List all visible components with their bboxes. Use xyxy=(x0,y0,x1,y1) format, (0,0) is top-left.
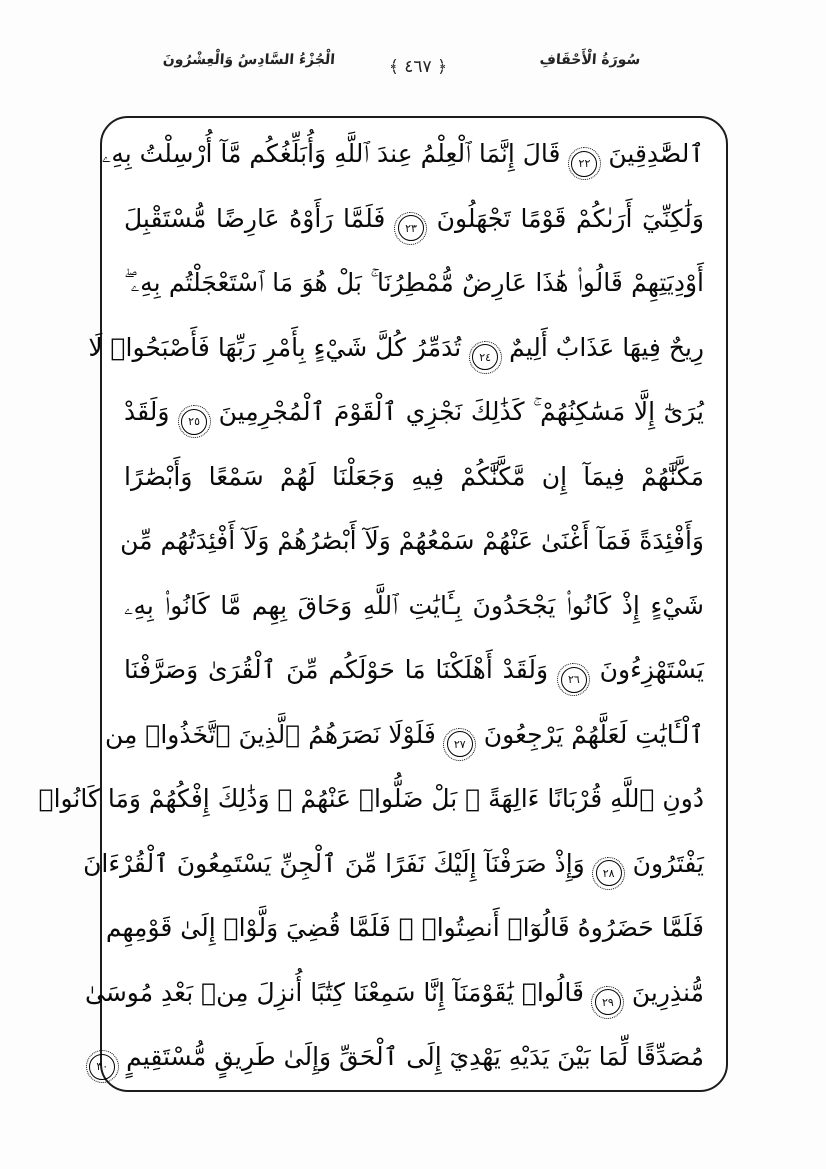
quran-line: يَفْتَرُونَ ٢٨ وَإِذْ صَرَفْنَآ إِلَيْكَ نَفَرًا مِّنَ ٱلْجِنِّ يَسْتَمِعُونَ ٱلْقُرْءَانَ xyxy=(124,832,704,897)
surah-name-label: سُورَةُ الْأَحْقَافِ xyxy=(539,52,641,68)
ayah-end-marker: ٢٣ xyxy=(398,215,424,241)
quran-line: وَأَفْئِدَةً فَمَآ أَغْنَىٰ عَنْهُمْ سَمْعُهُمْ وَلَآ أَبْصَٰرُهُمْ وَلَآ أَفْئِدَتُهُم مِّن xyxy=(120,526,704,555)
quran-line: ٱلصَّٰدِقِينَ ٢٢ قَالَ إِنَّمَا ٱلْعِلْمُ عِندَ ٱللَّهِ وَأُبَلِّغُكُم مَّآ أُرْسِلْتُ بِهِۦ xyxy=(124,122,704,187)
quran-text xyxy=(38,122,704,1086)
quran-line: رِيحٌ فِيهَا عَذَابٌ أَلِيمٌ ٢٤ تُدَمِّرُ كُلَّ شَيْءٍ بِأَمْرِ رَبِّهَا فَأَصْبَحُوا۟ لَا xyxy=(124,316,704,381)
quran-line: مُصَدِّقًا لِّمَا بَيْنَ يَدَيْهِ يَهْدِيٓ إِلَى ٱلْحَقِّ وَإِلَىٰ طَرِيقٍ مُّسْتَقِيمٍ ٣٠ xyxy=(124,1025,704,1090)
ayah-end-marker: ٢٦ xyxy=(561,667,587,693)
ayah-end-marker: ٢٤ xyxy=(472,344,498,370)
ayah-end-marker: ٣٠ xyxy=(89,1054,115,1080)
ayah-end-marker: ٢٧ xyxy=(447,731,473,757)
quran-line: فَلَمَّا حَضَرُوهُ قَالُوٓا۟ أَنصِتُوا۟ ۖ فَلَمَّا قُضِيَ وَلَّوْا۟ إِلَىٰ قَوْمِهِم xyxy=(105,913,704,942)
quran-line: مَكَّنَّٰهُمْ فِيمَآ إِن مَّكَّنَّٰكُمْ فِيهِ وَجَعَلْنَا لَهُمْ سَمْعًا وَأَبْصَٰرًا xyxy=(124,461,704,491)
ayah-end-marker: ٢٥ xyxy=(181,409,207,435)
quran-line: دُونِ ٱللَّهِ قُرْبَانًا ءَالِهَةً ۖ بَلْ ضَلُّوا۟ عَنْهُمْ ۚ وَذَٰلِكَ إِفْكُهُمْ وَمَا كَانُوا۟ xyxy=(38,784,704,813)
quran-line: يُرَىٰٓ إِلَّا مَسَٰكِنُهُمْ ۚ كَذَٰلِكَ نَجْزِي ٱلْقَوْمَ ٱلْمُجْرِمِينَ ٢٥ وَلَقَدْ xyxy=(124,380,704,445)
quran-line: مُّنذِرِينَ ٢٩ قَالُوا۟ يَٰقَوْمَنَآ إِنَّا سَمِعْنَا كِتَٰبًا أُنزِلَ مِنۢ بَعْدِ مُوسَىٰ xyxy=(124,961,704,1026)
quran-line: أَوْدِيَتِهِمْ قَالُوا۟ هَٰذَا عَارِضٌ مُّمْطِرُنَا ۚ بَلْ هُوَ مَا ٱسْتَعْجَلْتُم بِهِۦ ۖ xyxy=(124,268,704,297)
ayah-end-marker: ٢٢ xyxy=(571,151,597,177)
quran-line: ٱلْـَٔايَٰتِ لَعَلَّهُمْ يَرْجِعُونَ ٢٧ فَلَوْلَا نَصَرَهُمُ ٱلَّذِينَ ٱتَّخَذُوا۟ مِن xyxy=(124,703,704,768)
page-number: ﴿ ٤٦٧ ﴾ xyxy=(388,57,448,77)
quran-line: وَلَٰكِنِّيٓ أَرَىٰكُمْ قَوْمًا تَجْهَلُونَ ٢٣ فَلَمَّا رَأَوْهُ عَارِضًا مُّسْتَقْبِلَ xyxy=(124,187,704,252)
quran-line: شَيْءٍ إِذْ كَانُوا۟ يَجْحَدُونَ بِـَٔايَٰتِ ٱللَّهِ وَحَاقَ بِهِم مَّا كَانُوا۟ بِهِۦ xyxy=(124,590,704,620)
text-border-frame xyxy=(38,116,728,1092)
ayah-end-marker: ٢٩ xyxy=(595,989,621,1015)
juz-label: الْجُزْءُ السَّادِسُ وَالْعِشْرُونَ xyxy=(162,52,336,68)
ayah-end-marker: ٢٨ xyxy=(596,860,622,886)
quran-line: يَسْتَهْزِءُونَ ٢٦ وَلَقَدْ أَهْلَكْنَا مَا حَوْلَكُم مِّنَ ٱلْقُرَىٰ وَصَرَّفْنَا xyxy=(124,638,704,703)
